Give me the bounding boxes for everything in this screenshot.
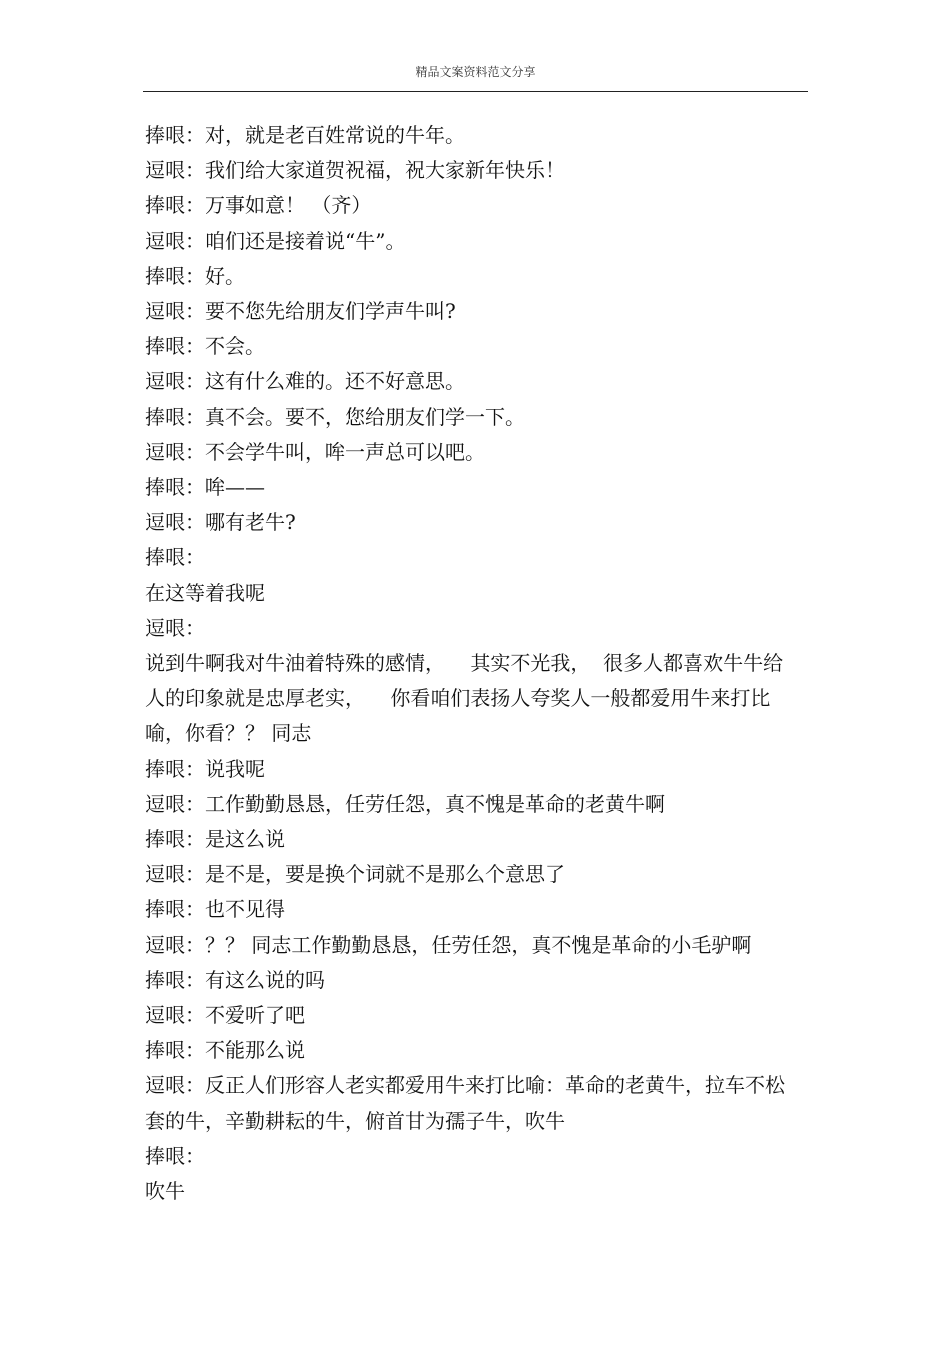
dialogue-paragraph: 说到牛啊我对牛油着特殊的感情， 其实不光我， 很多人都喜欢牛牛给人的印象就是忠厚老实， 你看咱们表扬人夸奖人一般都爱用牛来打比喻，你看？？ 同志 xyxy=(145,651,784,746)
dialogue-line: 逗哏：？？ 同志工作勤勤恳恳，任劳任怨，真不愧是革命的小毛驴啊 xyxy=(145,932,752,957)
dialogue-line: 捧哏：万事如意！ （齐） xyxy=(145,193,372,218)
dialogue-line: 捧哏： xyxy=(145,1143,205,1168)
dialogue-paragraph: 逗哏：反正人们形容人老实都爱用牛来打比喻：革命的老黄牛，拉车不松套的牛，辛勤耕耘的牛，俯首甘为孺子牛，吹牛 xyxy=(145,1073,785,1133)
dialogue-line: 逗哏：要不您先给朋友们学声牛叫? xyxy=(145,299,456,324)
dialogue-line: 逗哏：我们给大家道贺祝福，祝大家新年快乐！ xyxy=(145,158,565,183)
dialogue-line: 逗哏：不会学牛叫，哞一声总可以吧。 xyxy=(145,439,485,464)
dialogue-line: 捧哏：是这么说 xyxy=(145,827,285,852)
dialogue-line: 逗哏：哪有老牛? xyxy=(145,510,296,535)
dialogue-line: 逗哏：不爱听了吧 xyxy=(145,1003,305,1028)
dialogue-line: 捧哏：真不会。要不，您给朋友们学一下。 xyxy=(145,404,525,429)
dialogue-line: 捧哏：有这么说的吗 xyxy=(145,967,325,992)
page-header: 精品文案资料范文分享 xyxy=(415,65,536,79)
dialogue-line: 逗哏：这有什么难的。还不好意思。 xyxy=(145,369,465,394)
dialogue-line: 逗哏：咱们还是接着说“牛”。 xyxy=(145,228,406,253)
header-divider xyxy=(143,91,808,92)
dialogue-line: 捧哏：好。 xyxy=(145,263,245,288)
dialogue-line: 捧哏：说我呢 xyxy=(145,756,265,781)
dialogue-line: 逗哏：工作勤勤恳恳，任劳任怨，真不愧是革命的老黄牛啊 xyxy=(145,791,665,816)
dialogue-line: 捧哏：也不见得 xyxy=(145,897,285,922)
dialogue-line: 捧哏：不能那么说 xyxy=(145,1038,305,1063)
dialogue-line: 捧哏：对，就是老百姓常说的牛年。 xyxy=(145,123,465,147)
dialogue-line: 捧哏：哞—— xyxy=(145,475,265,500)
dialogue-line: 捧哏：不会。 xyxy=(145,334,265,359)
dialogue-line: 逗哏： xyxy=(145,615,205,640)
dialogue-body xyxy=(145,118,800,1209)
dialogue-line: 捧哏： xyxy=(145,545,205,570)
dialogue-line: 在这等着我呢 xyxy=(145,580,265,605)
dialogue-line: 吹牛 xyxy=(145,1179,185,1204)
dialogue-line: 逗哏：是不是，要是换个词就不是那么个意思了 xyxy=(145,862,565,887)
